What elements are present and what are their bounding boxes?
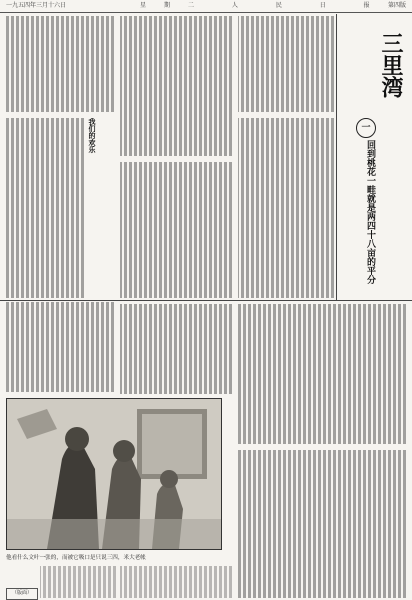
header-masthead: 星期二 人 民 日 报 [140, 2, 388, 9]
section-divider [0, 300, 412, 301]
text-block [40, 566, 116, 598]
illustration-caption: 他看什么文叶一张的，而被它吸口是只说三四，米大老帐 [6, 555, 146, 561]
story-illustration [6, 398, 222, 550]
text-block [238, 118, 334, 298]
text-block [6, 302, 114, 392]
footer-tag: （版面） [6, 588, 38, 600]
text-block [120, 16, 232, 156]
text-block [236, 304, 406, 444]
header-page-number: 第四版 [387, 2, 406, 9]
text-block [120, 566, 232, 598]
text-block [120, 304, 232, 394]
illustration-image [7, 399, 221, 549]
text-block [236, 450, 406, 598]
section-heading: 我们的欢乐 [88, 118, 97, 153]
text-block [6, 118, 84, 298]
chapter-title: 回到桃花一畦就是两四十八亩的平分 [365, 140, 375, 284]
column-divider [336, 14, 337, 300]
header-date: 一九五四年三月十六日 [6, 2, 67, 9]
text-block [6, 16, 114, 112]
novel-title: 三里湾 [378, 32, 404, 98]
text-block [120, 162, 232, 298]
chapter-number: 一 [356, 118, 376, 138]
text-block [238, 16, 334, 112]
page-header [0, 0, 412, 13]
